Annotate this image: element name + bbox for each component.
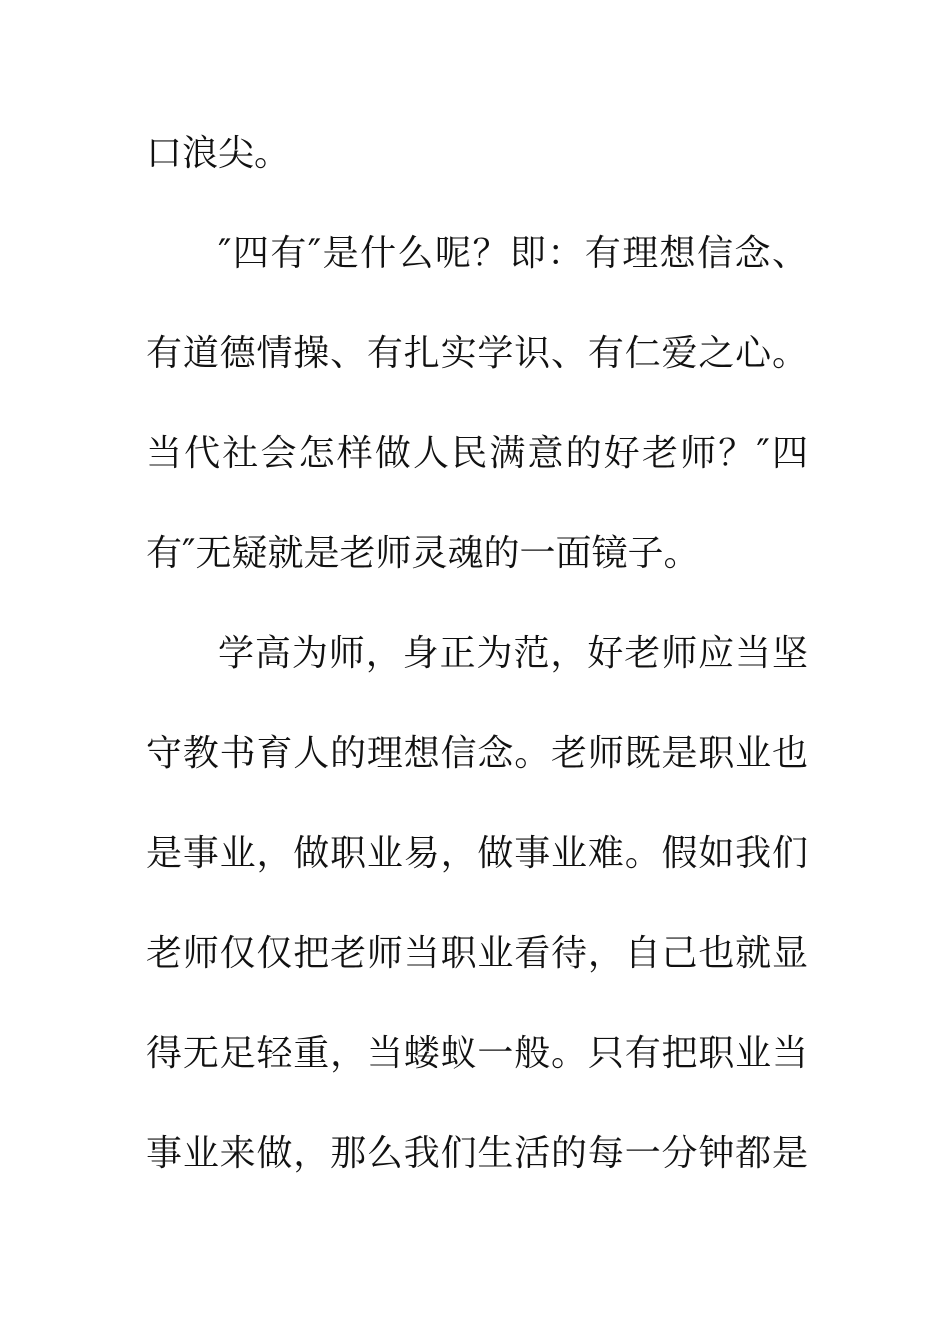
text-line: 口浪尖。 (146, 133, 291, 174)
text-line: 有道德情操、有扎实学识、有仁爱之心。 (146, 333, 808, 374)
text-line: 得无足轻重，当蝼蚁一般。只有把职业当 (146, 1033, 808, 1074)
text-line: 事业来做，那么我们生活的每一分钟都是 (146, 1133, 808, 1174)
paragraph-start-line: ″四有″是什么呢？即：有理想信念、 (218, 233, 808, 274)
text-line: 是事业，做职业易，做事业难。假如我们 (146, 833, 808, 874)
text-line: 有″无疑就是老师灵魂的一面镜子。 (146, 533, 700, 574)
paragraph-start-line: 学高为师，身正为范，好老师应当坚 (218, 633, 808, 674)
text-line: 当代社会怎样做人民满意的好老师？″四 (146, 433, 808, 474)
text-line: 老师仅仅把老师当职业看待，自己也就显 (146, 933, 808, 974)
text-line: 守教书育人的理想信念。老师既是职业也 (146, 733, 808, 774)
